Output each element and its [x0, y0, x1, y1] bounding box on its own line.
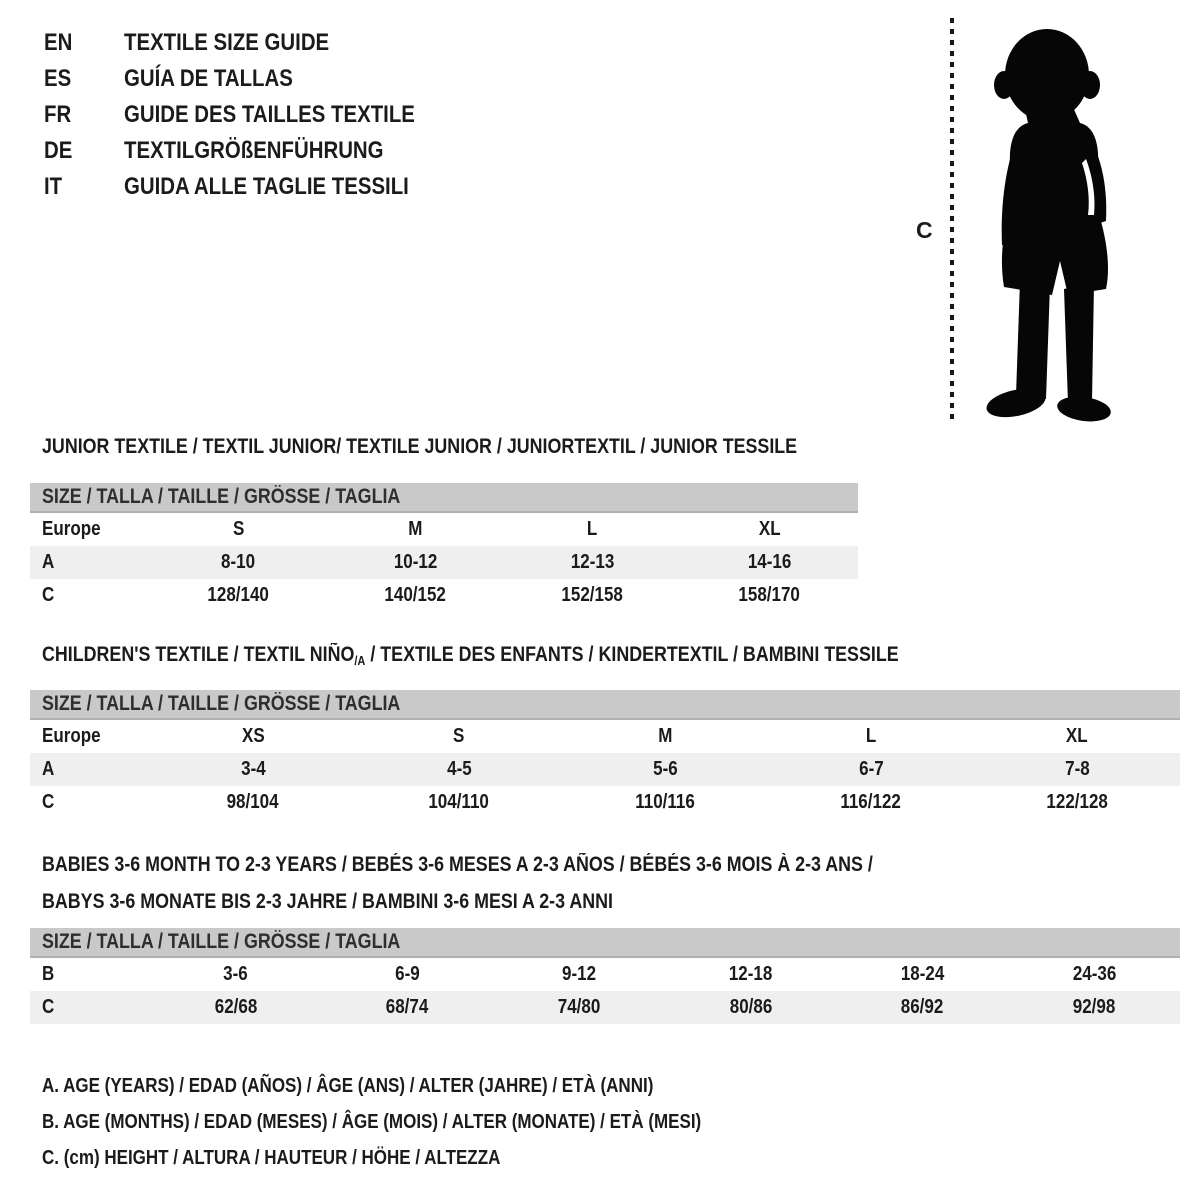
cell-value: 86/92 [901, 996, 944, 1018]
lang-label-it: GUIDA ALLE TAGLIE TESSILI [124, 173, 409, 200]
row-label: B [42, 963, 55, 985]
cell-value: 98/104 [226, 791, 279, 813]
children-title-sub: /A [354, 653, 366, 668]
cell-value: 122/128 [1046, 791, 1108, 813]
cell-value: 92/98 [1072, 996, 1116, 1018]
babies-section-title [42, 846, 1020, 920]
junior-col-l: L [587, 518, 598, 540]
children-col-xs: XS [241, 725, 265, 747]
cell-value: 8-10 [221, 551, 256, 573]
legend-line-a: A. AGE (YEARS) / EDAD (AÑOS) / ÂGE (ANS) / ALTER (JAHRE) / ETÀ (ANNI) [42, 1075, 654, 1097]
children-col-europe: Europe [42, 725, 101, 747]
lang-code-fr: FR [44, 101, 72, 128]
cell-value: 9-12 [562, 963, 597, 985]
cell-value: 152/158 [561, 584, 624, 606]
children-table [30, 690, 1180, 819]
cell-value: 110/116 [635, 791, 695, 813]
cell-value: 3-4 [240, 758, 266, 780]
junior-col-s: S [232, 518, 245, 540]
legend [42, 1068, 818, 1176]
lang-row-fr [44, 97, 466, 133]
lang-code-it: IT [44, 173, 63, 200]
height-label-c: C [916, 217, 933, 243]
lang-code-en: EN [44, 29, 73, 56]
lang-row-de [44, 133, 466, 169]
cell-value: 14-16 [747, 551, 792, 573]
babies-table [30, 928, 1180, 1024]
lang-row-it [44, 169, 466, 205]
junior-size-bar: SIZE / TALLA / TAILLE / GRÖSSE / TAGLIA [30, 483, 858, 513]
children-col-s: S [453, 725, 465, 747]
cell-value: 24-36 [1072, 963, 1116, 985]
cell-value: 116/122 [840, 791, 902, 813]
cell-value: 12-13 [570, 551, 615, 573]
cell-value: 140/152 [384, 584, 447, 606]
row-label: C [42, 996, 55, 1018]
junior-section-title: JUNIOR TEXTILE / TEXTIL JUNIOR/ TEXTILE JUNIOR / JUNIORTEXTIL / JUNIOR TESSILE [42, 435, 798, 458]
children-header-row [30, 720, 1180, 753]
children-size-bar: SIZE / TALLA / TAILLE / GRÖSSE / TAGLIA [30, 690, 1180, 720]
junior-table [30, 483, 858, 612]
lang-code-es: ES [44, 65, 72, 92]
height-figure [890, 15, 1160, 430]
babies-size-bar: SIZE / TALLA / TAILLE / GRÖSSE / TAGLIA [30, 928, 1180, 958]
lang-label-fr: GUIDE DES TAILLES TEXTILE [124, 101, 415, 128]
lang-code-de: DE [44, 137, 73, 164]
junior-col-m: M [408, 518, 423, 540]
legend-line-c: C. (cm) HEIGHT / ALTURA / HAUTEUR / HÖHE / ALTEZZA [42, 1147, 501, 1169]
junior-col-europe: Europe [42, 518, 101, 540]
children-row-a [30, 753, 1180, 786]
children-title-prefix: CHILDREN'S TEXTILE / TEXTIL NIÑO [42, 643, 355, 666]
cell-value: 68/74 [386, 996, 429, 1018]
babies-row-b [30, 958, 1180, 991]
cell-value: 62/68 [214, 996, 258, 1018]
children-col-l: L [865, 725, 877, 747]
cell-value: 12-18 [729, 963, 773, 985]
cell-value: 10-12 [393, 551, 438, 573]
cell-value: 18-24 [900, 963, 945, 985]
toddler-silhouette-icon [964, 23, 1144, 423]
cell-value: 7-8 [1064, 758, 1090, 780]
lang-label-de: TEXTILGRÖßENFÜHRUNG [124, 137, 384, 164]
lang-label-es: GUÍA DE TALLAS [124, 65, 293, 92]
junior-row-a [30, 546, 858, 579]
children-col-m: M [657, 725, 673, 747]
children-title-suffix: / TEXTILE DES ENFANTS / KINDERTEXTIL / BAMBINI TESSILE [365, 643, 899, 666]
cell-value: 3-6 [223, 963, 249, 985]
cell-value: 5-6 [652, 758, 678, 780]
children-col-xl: XL [1066, 725, 1088, 747]
junior-col-xl: XL [758, 518, 781, 540]
cell-value: 104/110 [428, 791, 490, 813]
cell-value: 6-9 [395, 963, 420, 985]
row-label: C [42, 584, 55, 606]
babies-title-line1: BABIES 3-6 MONTH TO 2-3 YEARS / BEBÉS 3-6 MESES A 2-3 AÑOS / BÉBÉS 3-6 MOIS À 2-3 ANS / [42, 853, 873, 876]
cell-value: 158/170 [738, 584, 801, 606]
row-label: C [42, 791, 55, 813]
babies-row-c [30, 991, 1180, 1024]
babies-title-line2: BABYS 3-6 MONATE BIS 2-3 JAHRE / BAMBINI 3-6 MESI A 2-3 ANNI [42, 890, 613, 913]
cell-value: 4-5 [446, 758, 472, 780]
children-section-title [42, 642, 1050, 674]
lang-label-en: TEXTILE SIZE GUIDE [124, 29, 330, 56]
lang-row-en [44, 25, 466, 61]
junior-row-c [30, 579, 858, 612]
row-label: A [42, 551, 55, 573]
children-row-c [30, 786, 1180, 819]
cell-value: 80/86 [729, 996, 773, 1018]
junior-header-row [30, 513, 858, 546]
legend-line-b: B. AGE (MONTHS) / EDAD (MESES) / ÂGE (MOIS) / ALTER (MONATE) / ETÀ (MESI) [42, 1111, 702, 1133]
cell-value: 128/140 [207, 584, 270, 606]
row-label: A [42, 758, 55, 780]
cell-value: 6-7 [858, 758, 884, 780]
language-header [44, 25, 466, 205]
lang-row-es [44, 61, 466, 97]
cell-value: 74/80 [557, 996, 601, 1018]
height-dashed-line [950, 18, 954, 420]
